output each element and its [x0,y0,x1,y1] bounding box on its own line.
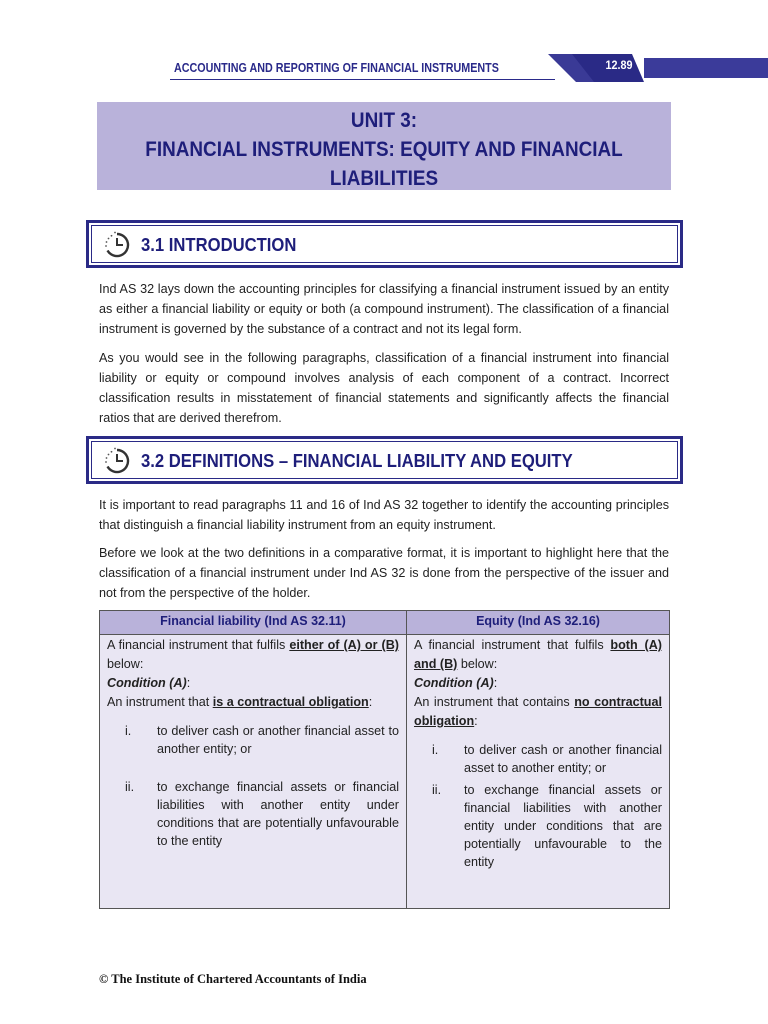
table-header-row [100,611,669,635]
unit-title-line: LIABILITIES [329,167,439,190]
header-page-tab [548,52,768,84]
condition-label: Condition (A): [107,676,191,690]
definitions-paragraph: It is important to read paragraphs 11 and 16 of Ind AS 32 together to identify the accounting principles that distinguish a financial liability instrument from an equity instrument. [99,498,669,532]
definitions-table [99,610,670,909]
table-header-equity: Equity (Ind AS 32.16) [476,614,600,628]
equity-cell [414,636,662,871]
header-rule [170,79,555,80]
unit-title-line: FINANCIAL INSTRUMENTS: EQUITY AND FINANCIAL [145,138,623,161]
page-number: 12.89 [605,58,633,72]
definitions-paragraph: Before we look at the two definitions in a comparative format, it is important to highlight here that the classification of a financial instrument under Ind AS 32 is done from the perspective of the issuer and not from the perspective of the holder. [99,546,669,600]
condition-statement: An instrument that is a contractual obligation: [107,695,373,709]
running-header-title: ACCOUNTING AND REPORTING OF FINANCIAL INSTRUMENTS [174,61,499,75]
list-item: ii. to exchange financial assets or financial liabilities with another entity under conditions that are potentially unfavourable to the entity [125,780,399,848]
financial-liability-cell [107,636,399,850]
list-item: i. to deliver cash or another financial asset to another entity; or [432,743,662,775]
list-item: i. to deliver cash or another financial asset to another entity; or [125,724,399,756]
intro-paragraph: As you would see in the following paragraphs, classification of a financial instrument into financial liability or equity or compound involves analysis of each component of a contract. Incorrect classification results in misstatement of financial statements and significantly affects the financial ratios that are derived therefrom. [99,351,669,425]
section-title: 3.2 DEFINITIONS – FINANCIAL LIABILITY AND EQUITY [141,450,573,471]
clock-icon [101,229,133,261]
definition-intro: A financial instrument that fulfils both (A) and (B) below: [414,638,662,671]
table-body [100,635,669,908]
condition-label: Condition (A): [414,676,498,690]
clock-icon [101,445,133,477]
table-header-financial-liability: Financial liability (Ind AS 32.11) [160,614,346,628]
condition-statement: An instrument that contains no contractual obligation: [414,695,662,728]
footer-copyright: © The Institute of Chartered Accountants of India [99,972,367,986]
unit-title-banner [97,102,671,190]
unit-number: UNIT 3: [350,109,418,132]
section-heading-definitions [86,436,683,484]
section-heading-introduction [86,220,683,268]
intro-paragraph: Ind AS 32 lays down the accounting principles for classifying a financial instrument issued by an entity as either a financial liability or equity or both (a compound instrument). The classification of a financial instrument is governed by the substance of a contract and not its legal form. [99,282,669,336]
section-title: 3.1 INTRODUCTION [141,234,297,255]
definition-intro: A financial instrument that fulfils either of (A) or (B) below: [107,638,399,671]
list-item: ii. to exchange financial assets or financial liabilities with another entity under conditions that are potentially unfavourable to the entity [432,783,662,869]
table-column-divider [406,611,407,908]
